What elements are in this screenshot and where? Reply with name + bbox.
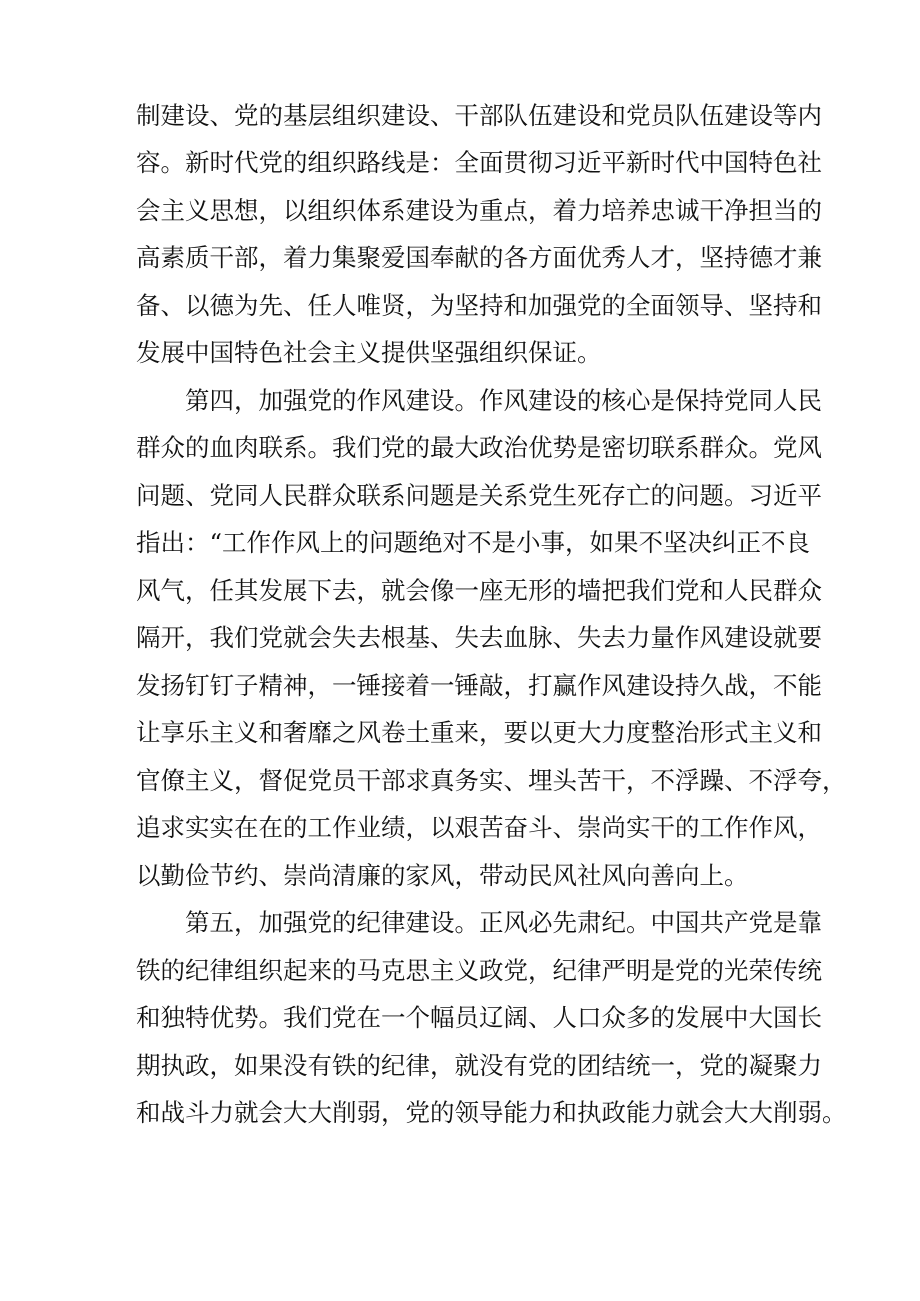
text-line: 和独特优势。我们党在一个幅员辽阔、人口众多的发展中大国长 xyxy=(136,1003,822,1032)
text-line: 容。新时代党的组织路线是：全面贯彻习近平新时代中国特色社 xyxy=(136,148,822,177)
text-line: 制建设、党的基层组织建设、干部队伍建设和党员队伍建设等内 xyxy=(136,101,822,130)
text-line: 风气，任其发展下去，就会像一座无形的墙把我们党和人民群众 xyxy=(136,576,822,605)
paragraph-first-line: 第四，加强党的作风建设。作风建设的核心是保持党同人民 xyxy=(185,386,822,415)
text-line: 问题、党同人民群众联系问题是关系党生死存亡的问题。习近平 xyxy=(136,481,822,510)
text-line: 指出：“工作作风上的问题绝对不是小事，如果不坚决纠正不良 xyxy=(136,528,811,557)
text-line: 官僚主义，督促党员干部求真务实、埋头苦干，不浮躁、不浮夸， xyxy=(136,766,847,795)
text-line: 高素质干部，着力集聚爱国奉献的各方面优秀人才，坚持德才兼 xyxy=(136,243,822,272)
text-line: 群众的血肉联系。我们党的最大政治优势是密切联系群众。党风 xyxy=(136,433,822,462)
text-line: 发展中国特色社会主义提供坚强组织保证。 xyxy=(136,338,602,367)
text-line: 以勤俭节约、崇尚清廉的家风，带动民风社风向善向上。 xyxy=(136,861,749,890)
text-line: 备、以德为先、任人唯贤，为坚持和加强党的全面领导、坚持和 xyxy=(136,291,822,320)
text-line: 让享乐主义和奢靡之风卷土重来，要以更大力度整治形式主义和 xyxy=(136,718,822,747)
paragraph-first-line: 第五，加强党的纪律建设。正风必先肃纪。中国共产党是靠 xyxy=(185,908,822,937)
text-line: 追求实实在在的工作业绩，以艰苦奋斗、崇尚实干的工作作风， xyxy=(136,813,822,842)
text-line: 期执政，如果没有铁的纪律，就没有党的团结统一，党的凝聚力 xyxy=(136,1051,822,1080)
text-line: 发扬钉钉子精神，一锤接着一锤敲，打赢作风建设持久战，不能 xyxy=(136,671,822,700)
text-line: 和战斗力就会大大削弱，党的领导能力和执政能力就会大大削弱。 xyxy=(136,1098,847,1127)
text-line: 隔开，我们党就会失去根基、失去血脉、失去力量作风建设就要 xyxy=(136,623,822,652)
text-line: 铁的纪律组织起来的马克思主义政党，纪律严明是党的光荣传统 xyxy=(136,956,822,985)
text-line: 会主义思想，以组织体系建设为重点，着力培养忠诚干净担当的 xyxy=(136,196,822,225)
